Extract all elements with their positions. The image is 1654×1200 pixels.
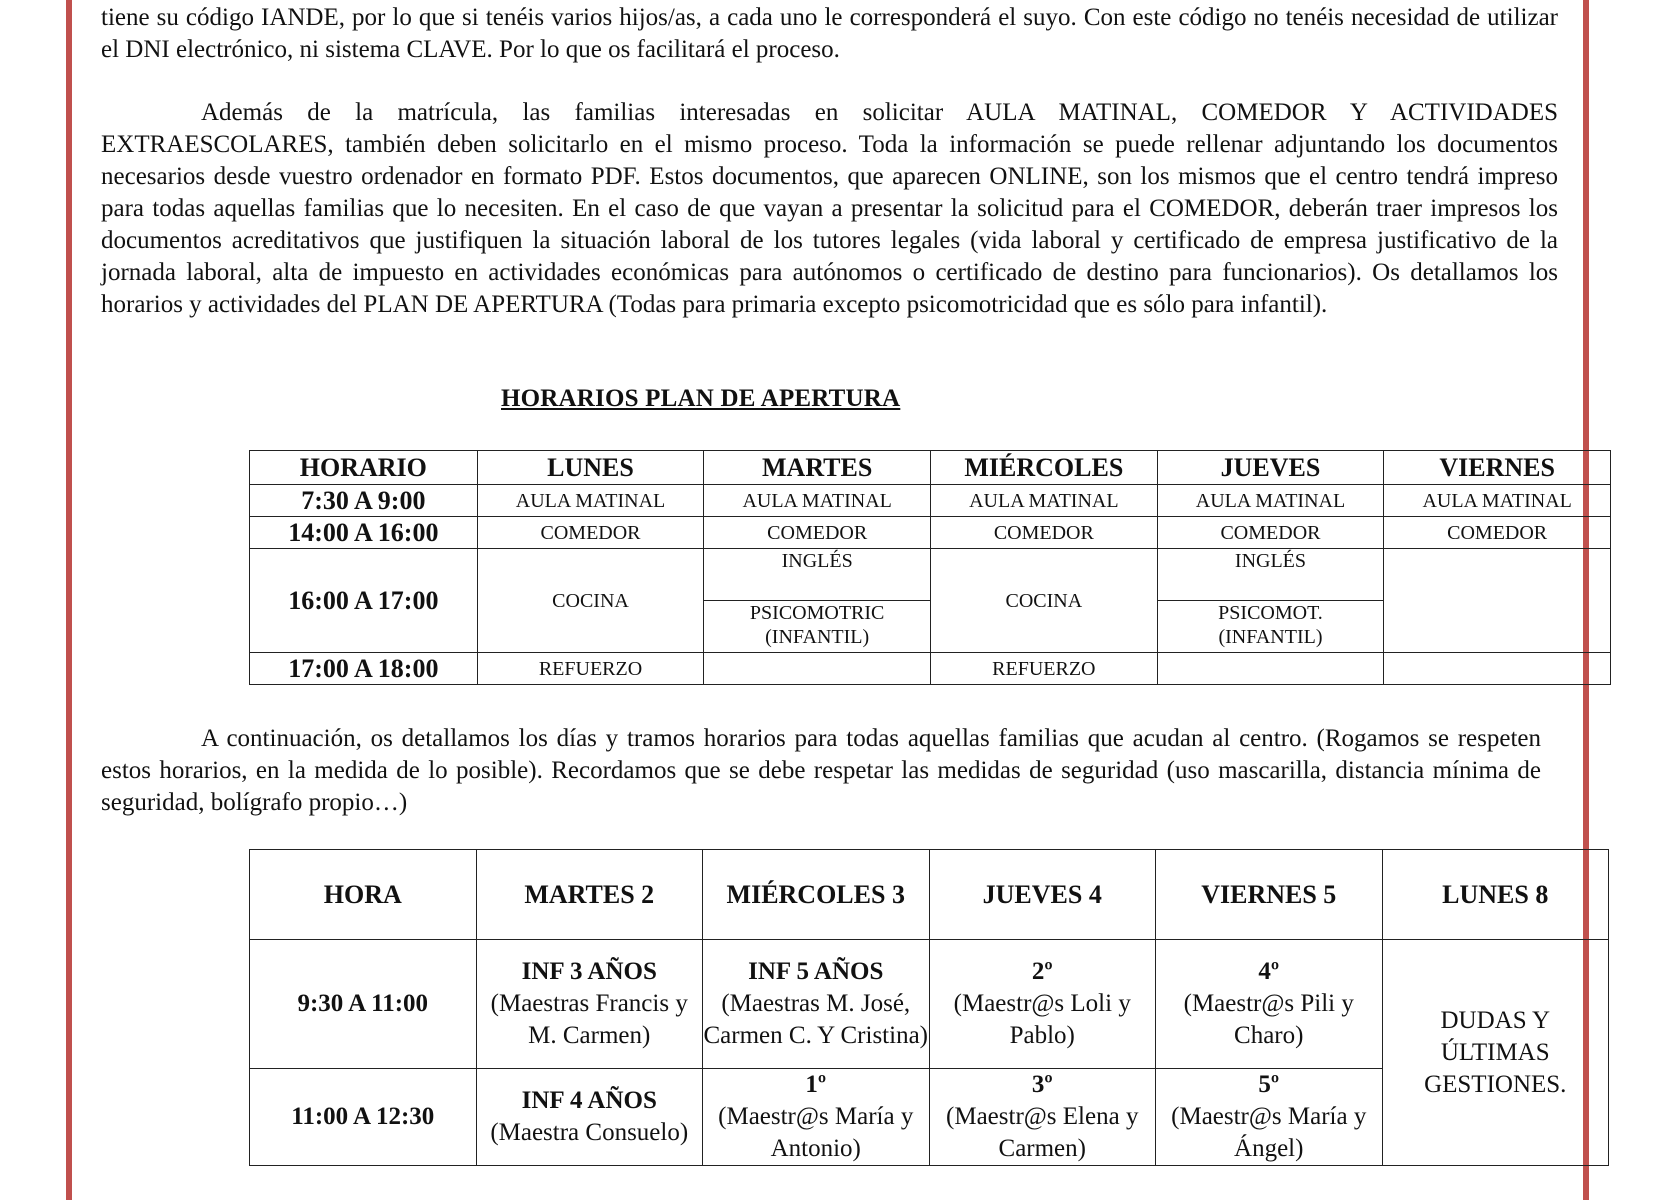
table-cell: COCINA bbox=[931, 549, 1158, 653]
time-cell: 16:00 A 17:00 bbox=[250, 549, 478, 653]
teacher-note: (Maestr@s María y Ángel) bbox=[1171, 1103, 1367, 1162]
table-cell bbox=[929, 1069, 1156, 1166]
schedule-table bbox=[249, 450, 1611, 685]
teacher-note: (Maestr@s Elena y Carmen) bbox=[946, 1103, 1139, 1162]
teacher-note: (Maestr@s Pili y Charo) bbox=[1183, 990, 1354, 1049]
table-cell bbox=[476, 940, 703, 1069]
attendance-table bbox=[249, 849, 1609, 1166]
table-cell bbox=[704, 653, 931, 685]
table-cell: COMEDOR bbox=[704, 517, 931, 549]
table-cell bbox=[703, 1069, 930, 1166]
teacher-note: (Maestr@s María y Antonio) bbox=[718, 1103, 914, 1162]
group-title: INF 4 AÑOS bbox=[521, 1087, 657, 1114]
group-title: 2º bbox=[1031, 958, 1053, 985]
header-cell: MIÉRCOLES bbox=[931, 451, 1158, 485]
table-cell: INGLÉS bbox=[704, 549, 931, 601]
header-cell: HORARIO bbox=[250, 451, 478, 485]
table-cell: AULA MATINAL bbox=[704, 485, 931, 517]
group-title: INF 3 AÑOS bbox=[521, 958, 657, 985]
table-cell: COCINA bbox=[477, 549, 704, 653]
table-cell: AULA MATINAL bbox=[1157, 485, 1384, 517]
time-cell: 11:00 A 12:30 bbox=[250, 1069, 477, 1166]
header-cell: JUEVES bbox=[1157, 451, 1384, 485]
time-cell: 14:00 A 16:00 bbox=[250, 517, 478, 549]
group-title: 3º bbox=[1031, 1071, 1053, 1098]
table-cell bbox=[703, 940, 930, 1069]
page-border-left bbox=[66, 0, 72, 1200]
paragraph-visit-schedule: A continuación, os detallamos los días y tramos horarios para todas aquellas familias que acudan al centro. (Rogamos se respeten estos horarios, en la medida de lo posible). Recordamos que se debe respetar las medidas de seguridad (uso mascarilla, distancia mínima de seguridad, bolígrafo propio…) bbox=[101, 725, 1541, 816]
table-cell bbox=[929, 940, 1156, 1069]
table-row bbox=[250, 517, 1611, 549]
table-header-row bbox=[250, 850, 1609, 940]
table-cell: AULA MATINAL bbox=[477, 485, 704, 517]
table-cell: DUDAS Y ÚLTIMAS GESTIONES. bbox=[1382, 940, 1609, 1166]
table-cell: INGLÉS bbox=[1157, 549, 1384, 601]
cell-line: PSICOMOT. bbox=[1218, 602, 1323, 624]
group-title: 1º bbox=[805, 1071, 827, 1098]
cell-line: (INFANTIL) bbox=[765, 626, 870, 648]
header-cell: MARTES bbox=[704, 451, 931, 485]
header-cell: JUEVES 4 bbox=[929, 850, 1156, 940]
time-cell: 7:30 A 9:00 bbox=[250, 485, 478, 517]
table-cell bbox=[1384, 549, 1611, 653]
teacher-note: (Maestras M. José, Carmen C. Y Cristina) bbox=[703, 990, 928, 1049]
table-cell: COMEDOR bbox=[1157, 517, 1384, 549]
header-cell: LUNES 8 bbox=[1382, 850, 1609, 940]
group-title: 4º bbox=[1258, 958, 1280, 985]
paragraph-iande-code: tiene su código IANDE, por lo que si tenéis varios hijos/as, a cada uno le corresponderá el suyo. Con este código no tenéis necesidad de utilizar el DNI electrónico, ni sistema CLAVE. Por lo que os facilitará el proceso. bbox=[101, 4, 1558, 63]
table-cell: AULA MATINAL bbox=[1384, 485, 1611, 517]
table-header-row bbox=[250, 451, 1611, 485]
header-cell: MIÉRCOLES 3 bbox=[703, 850, 930, 940]
table-cell bbox=[704, 601, 931, 653]
table-cell: AULA MATINAL bbox=[931, 485, 1158, 517]
table-cell bbox=[1384, 653, 1611, 685]
table-cell: COMEDOR bbox=[1384, 517, 1611, 549]
time-cell: 17:00 A 18:00 bbox=[250, 653, 478, 685]
table-cell: REFUERZO bbox=[477, 653, 704, 685]
group-title: INF 5 AÑOS bbox=[748, 958, 884, 985]
table-cell: COMEDOR bbox=[477, 517, 704, 549]
cell-line: PSICOMOTRIC bbox=[749, 602, 885, 624]
teacher-note: (Maestr@s Loli y Pablo) bbox=[953, 990, 1131, 1049]
time-cell: 9:30 A 11:00 bbox=[250, 940, 477, 1069]
table-row bbox=[250, 485, 1611, 517]
header-cell: LUNES bbox=[477, 451, 704, 485]
table-cell bbox=[1157, 653, 1384, 685]
table-cell: COMEDOR bbox=[931, 517, 1158, 549]
group-title: 5º bbox=[1258, 1071, 1280, 1098]
header-cell: HORA bbox=[250, 850, 477, 940]
header-cell: VIERNES 5 bbox=[1156, 850, 1383, 940]
table-row bbox=[250, 940, 1609, 1069]
table-row bbox=[250, 549, 1611, 601]
teacher-note: (Maestras Francis y M. Carmen) bbox=[490, 990, 688, 1049]
table-cell: REFUERZO bbox=[931, 653, 1158, 685]
table-cell bbox=[476, 1069, 703, 1166]
header-cell: MARTES 2 bbox=[476, 850, 703, 940]
section-title: HORARIOS PLAN DE APERTURA bbox=[501, 385, 901, 412]
table-row bbox=[250, 653, 1611, 685]
table-cell bbox=[1157, 601, 1384, 653]
cell-line: (INFANTIL) bbox=[1218, 626, 1323, 648]
paragraph-services-info: Además de la matrícula, las familias interesadas en solicitar AULA MATINAL, COMEDOR Y ACTIVIDADES EXTRAESCOLARES, también deben solicitarlo en el mismo proceso. Toda la información se puede rellenar adjuntando los documentos necesarios desde vuestro ordenador en formato PDF. Estos documentos, que aparecen ONLINE, son los mismos que el centro tendrá impreso para todas aquellas familias que lo necesiten. En el caso de que vayan a presentar la solicitud para el COMEDOR, deberán traer impresos los documentos acreditativos que justifiquen la situación laboral de los tutores legales (vida laboral y certificado de empresa justificativo de la jornada laboral, alta de impuesto en actividades económicas para autónomos o certificado de destino para funcionarios). Os detallamos los horarios y actividades del PLAN DE APERTURA (Todas para primaria excepto psicomotricidad que es sólo para infantil). bbox=[101, 99, 1558, 318]
teacher-note: (Maestra Consuelo) bbox=[490, 1119, 689, 1146]
table-cell bbox=[1156, 940, 1383, 1069]
header-cell: VIERNES bbox=[1384, 451, 1611, 485]
table-cell bbox=[1156, 1069, 1383, 1166]
